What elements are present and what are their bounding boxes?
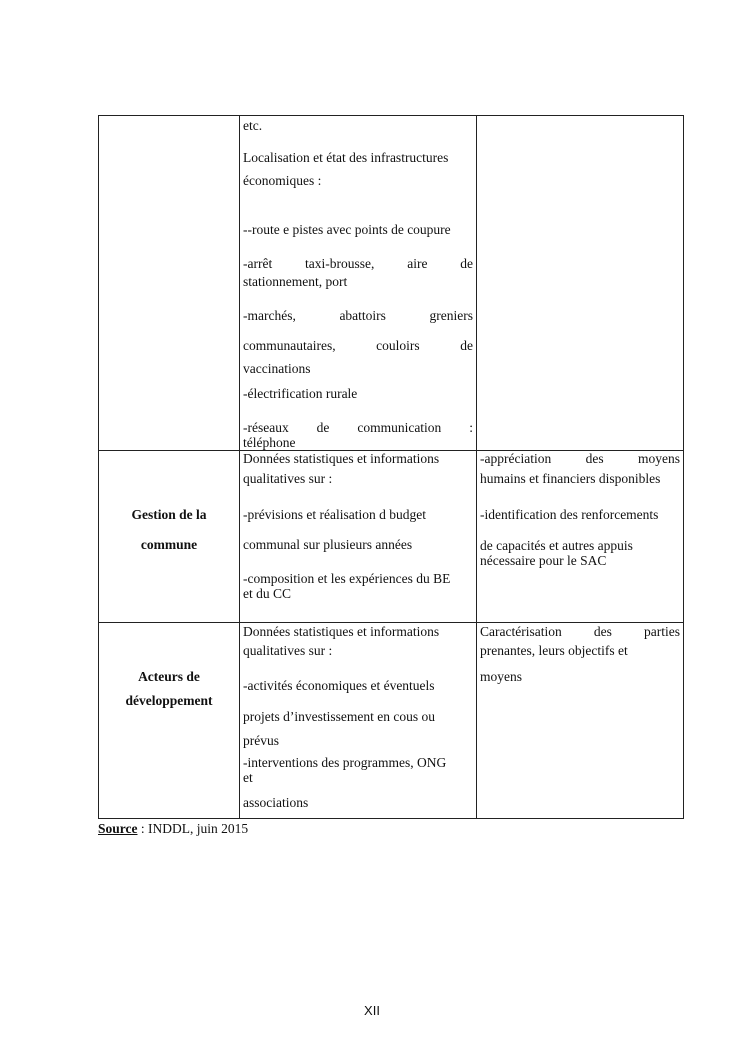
cell-line: -activités économiques et éventuels bbox=[243, 678, 435, 693]
cell-line: -prévisions et réalisation d budget bbox=[243, 507, 426, 522]
table-row bbox=[99, 623, 684, 819]
cell-line: etc. bbox=[243, 118, 263, 133]
cell-line: -interventions des programmes, ONG bbox=[243, 755, 447, 770]
table-row bbox=[99, 451, 684, 623]
cell-line: stationnement, port bbox=[243, 274, 348, 289]
cell-line: Données statistiques et informations bbox=[243, 624, 440, 639]
data-collection-table bbox=[98, 115, 684, 819]
row1-header-cell bbox=[99, 116, 240, 451]
cell-line: de capacités et autres appuis bbox=[480, 538, 633, 553]
cell-line: Données statistiques et informations bbox=[243, 451, 440, 466]
source-note bbox=[98, 821, 248, 837]
row2-header-cell bbox=[99, 451, 240, 623]
table-row bbox=[99, 116, 684, 451]
cell-line: qualitatives sur : bbox=[243, 471, 333, 486]
cell-line: -arrêt taxi-brousse, aire de bbox=[243, 256, 473, 271]
cell-line: prenantes, leurs objectifs et bbox=[480, 643, 628, 658]
cell-line: projets d’investissement en cous ou bbox=[243, 709, 435, 724]
cell-line: --route e pistes avec points de coupure bbox=[243, 222, 451, 237]
row1-objective-cell bbox=[477, 116, 684, 451]
cell-line: -réseaux de communication : bbox=[243, 420, 473, 435]
cell-line: humains et financiers disponibles bbox=[480, 471, 661, 486]
source-label: Source bbox=[98, 821, 138, 836]
row-header-line: commune bbox=[140, 537, 198, 552]
row1-data-cell bbox=[240, 116, 477, 451]
cell-line: qualitatives sur : bbox=[243, 643, 333, 658]
cell-line: nécessaire pour le SAC bbox=[480, 553, 607, 568]
cell-line: communautaires, couloirs de bbox=[243, 338, 473, 353]
cell-line: Localisation et état des infrastructures bbox=[243, 150, 449, 165]
row2-objective-cell bbox=[477, 451, 684, 623]
cell-line: moyens bbox=[480, 669, 522, 684]
cell-line: -marchés, abattoirs greniers bbox=[243, 308, 473, 323]
cell-line: -électrification rurale bbox=[243, 386, 358, 401]
cell-line: prévus bbox=[243, 733, 279, 748]
cell-line: communal sur plusieurs années bbox=[243, 537, 413, 552]
page-number: XII bbox=[364, 1003, 380, 1018]
cell-line: associations bbox=[243, 795, 309, 810]
cell-line: téléphone bbox=[243, 435, 296, 450]
row3-objective-cell bbox=[477, 623, 684, 819]
row-header-line: Acteurs de bbox=[138, 669, 200, 684]
source-text: : INDDL, juin 2015 bbox=[137, 821, 249, 836]
cell-line: -composition et les expériences du BE bbox=[243, 571, 451, 586]
row3-data-cell bbox=[240, 623, 477, 819]
cell-line: vaccinations bbox=[243, 361, 311, 376]
cell-line: -identification des renforcements bbox=[480, 507, 659, 522]
row2-data-cell bbox=[240, 451, 477, 623]
cell-line: et du CC bbox=[243, 586, 292, 601]
cell-line: économiques : bbox=[243, 173, 322, 188]
cell-line: -appréciation des moyens bbox=[480, 451, 680, 466]
row3-header-cell bbox=[99, 623, 240, 819]
cell-line: Caractérisation des parties bbox=[480, 624, 680, 639]
row-header-line: Gestion de la bbox=[131, 507, 207, 522]
cell-line: et bbox=[243, 770, 253, 785]
row-header-line: développement bbox=[125, 693, 213, 708]
